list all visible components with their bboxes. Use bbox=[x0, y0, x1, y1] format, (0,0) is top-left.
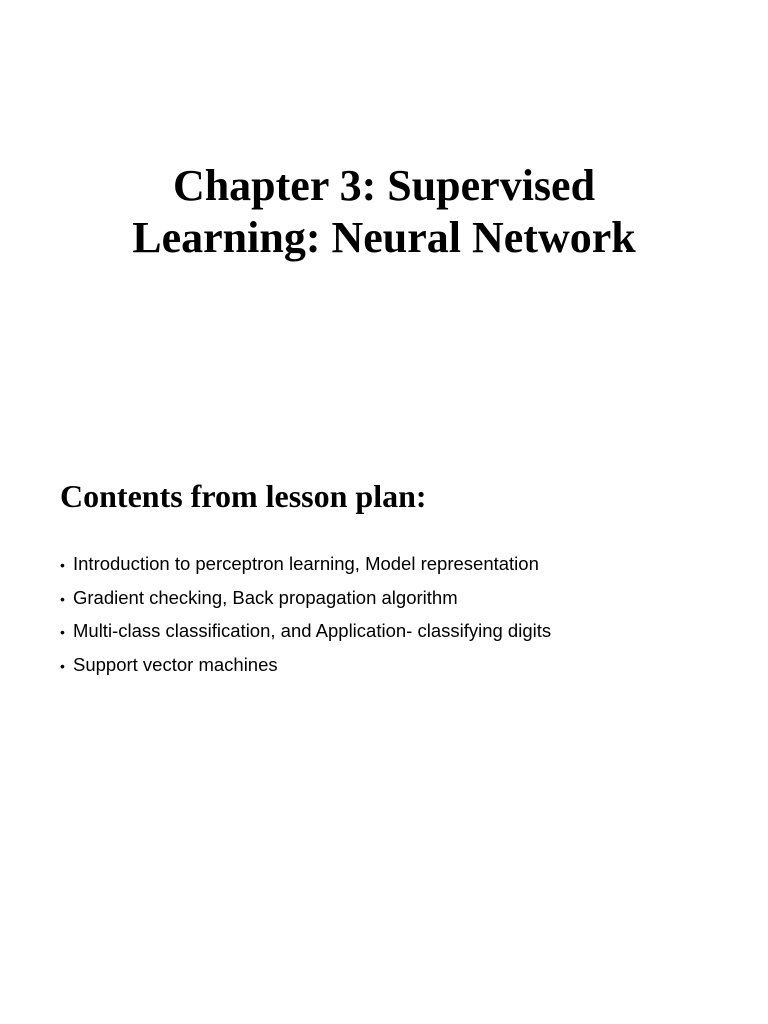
bullet-icon: • bbox=[60, 657, 65, 674]
list-item bbox=[60, 615, 551, 649]
list-item-text: Support vector machines bbox=[73, 653, 278, 675]
list-item-text: Multi-class classification, and Application- classifying digits bbox=[73, 620, 552, 641]
contents-list bbox=[60, 548, 551, 682]
slide-title bbox=[60, 160, 708, 264]
slide-title-line-1: Chapter 3: Supervised bbox=[172, 161, 596, 210]
list-item-text: Gradient checking, Back propagation algorithm bbox=[73, 586, 458, 608]
slide-title-line-2: Learning: Neural Network bbox=[132, 213, 636, 262]
list-item bbox=[60, 649, 551, 683]
list-item bbox=[60, 548, 551, 582]
contents-heading: Contents from lesson plan: bbox=[60, 478, 427, 514]
bullet-icon: • bbox=[60, 590, 65, 607]
list-item-text: Introduction to perceptron learning, Model representation bbox=[73, 553, 539, 574]
bullet-icon: • bbox=[60, 624, 65, 640]
bullet-icon: • bbox=[60, 557, 65, 573]
list-item bbox=[60, 582, 551, 616]
